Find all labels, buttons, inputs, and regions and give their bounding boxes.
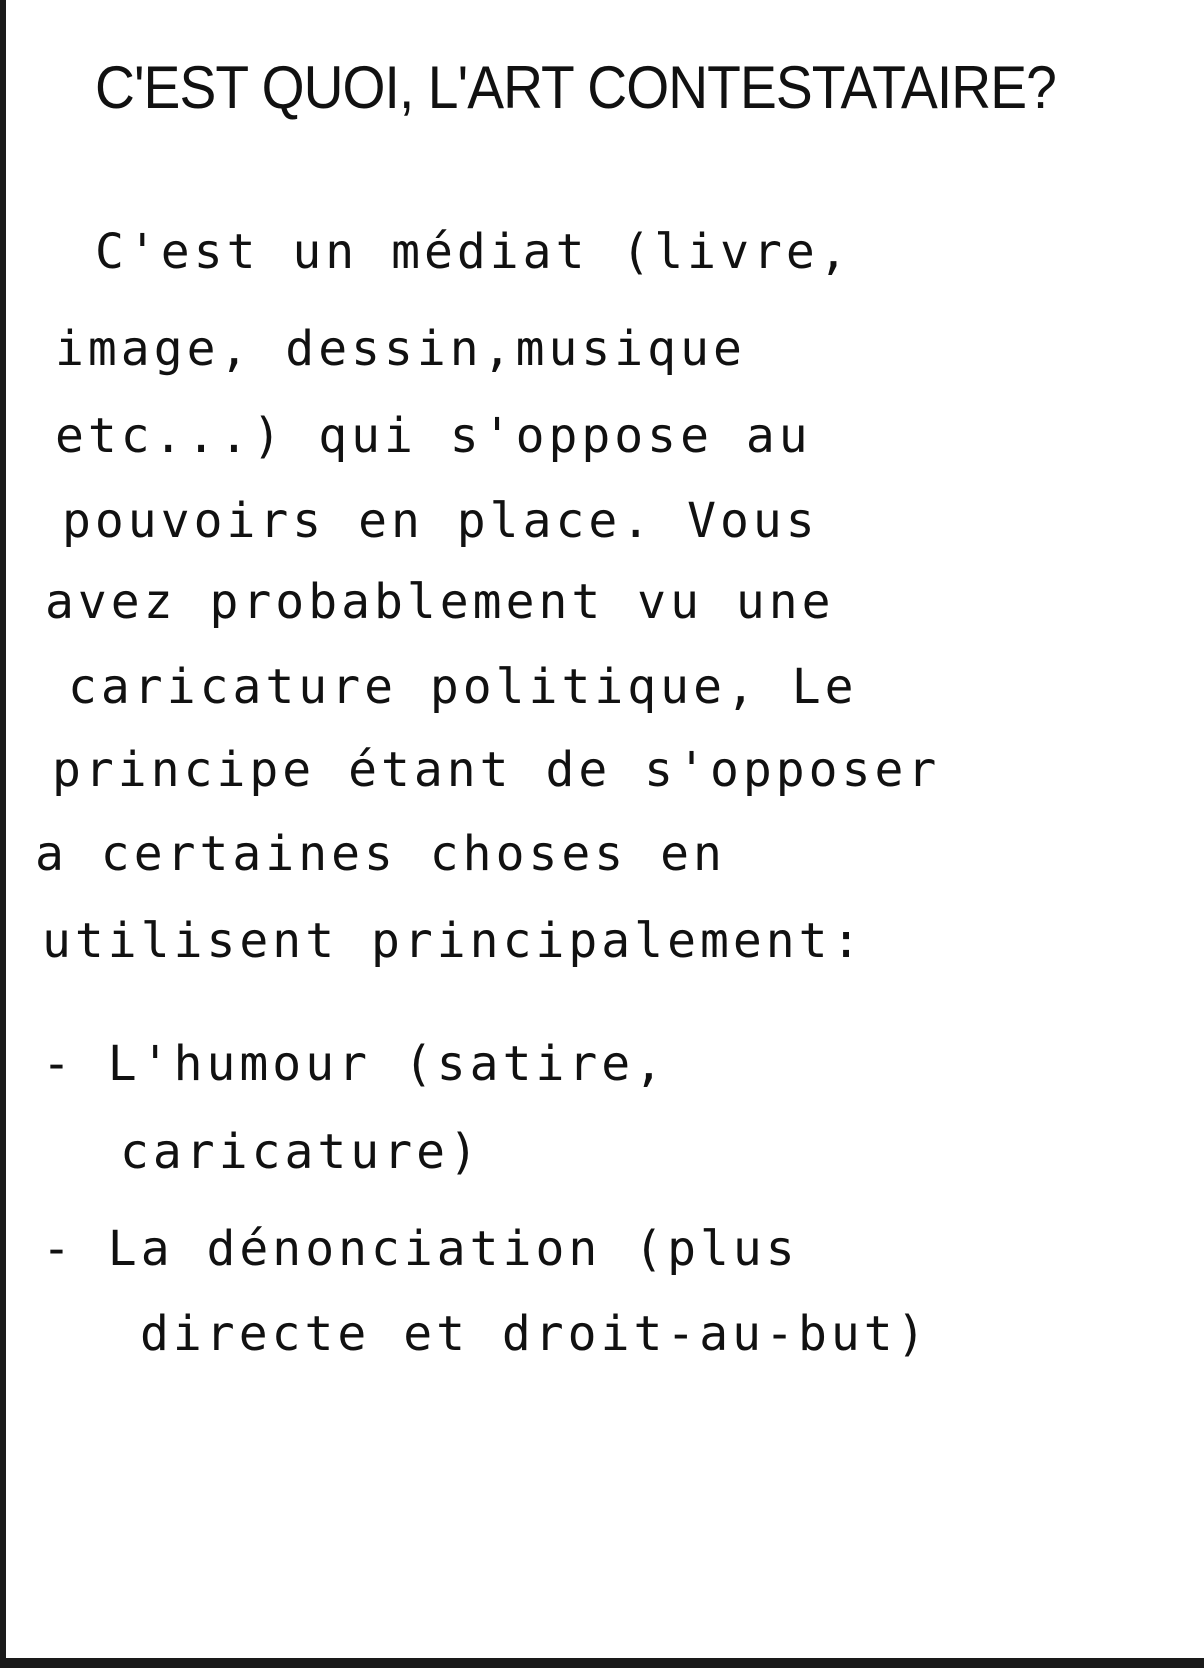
body-line-5: avez probablement vu une [45, 574, 835, 630]
bullet-denonciation-continued: directe et droit-au-but) [140, 1306, 930, 1362]
page-left-border [0, 0, 6, 1668]
body-line-7: principe étant de s'opposer [52, 742, 941, 798]
body-line-3: etc...) qui s'oppose au [55, 408, 812, 464]
body-line-4: pouvoirs en place. Vous [62, 493, 819, 549]
body-line-8: a certaines choses en [35, 826, 726, 882]
page-bottom-border [0, 1658, 1204, 1668]
body-line-9: utilisent principalement: [42, 913, 865, 969]
bullet-humour-continued: caricature) [120, 1124, 482, 1180]
bullet-humour: - L'humour (satire, [42, 1036, 668, 1092]
body-line-2: image, dessin,musique [55, 321, 746, 377]
bullet-denonciation: - La dénonciation (plus [42, 1221, 799, 1277]
page-title: C'EST QUOI, L'ART CONTESTATAIRE? [95, 54, 1056, 121]
body-line-6: caricature politique, Le [68, 659, 858, 715]
body-line-1: C'est un médiat (livre, [95, 224, 852, 280]
